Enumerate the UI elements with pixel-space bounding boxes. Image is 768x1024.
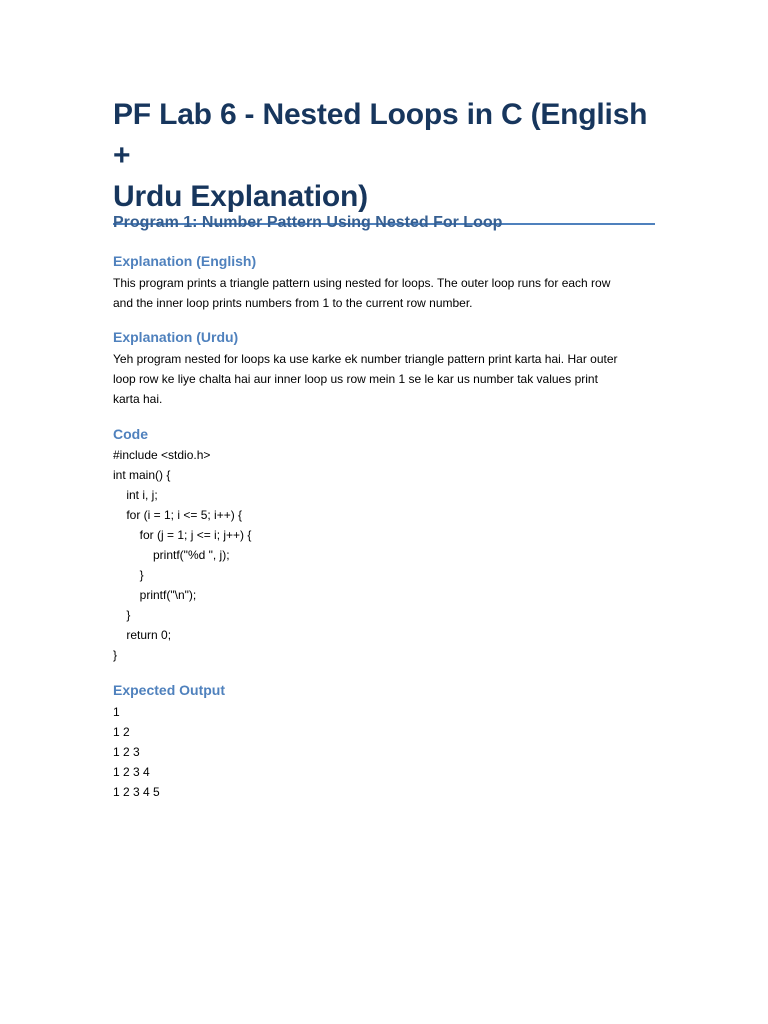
code-line: } — [113, 608, 131, 622]
program-1-heading: Program 1: Number Pattern Using Nested For Loop — [113, 214, 503, 231]
urdu-explanation-line: karta hai. — [113, 392, 163, 406]
code-line: for (j = 1; j <= i; j++) { — [113, 528, 252, 542]
code-line: #include <stdio.h> — [113, 448, 211, 462]
english-explanation-line: This program prints a triangle pattern using nested for loops. The outer loop runs for each row — [113, 276, 611, 290]
code-line: } — [113, 648, 118, 662]
document-title-line-1: PF Lab 6 - Nested Loops in C (English + — [113, 98, 648, 172]
output-line: 1 — [113, 705, 120, 719]
english-explanation-text — [113, 273, 653, 313]
code-line: } — [113, 568, 144, 582]
output-line: 1 2 3 — [113, 745, 140, 759]
urdu-explanation-heading: Explanation (Urdu) — [113, 329, 239, 345]
output-line: 1 2 3 4 5 — [113, 785, 160, 799]
output-line: 1 2 — [113, 725, 130, 739]
code-block — [113, 445, 251, 665]
code-line: return 0; — [113, 628, 172, 642]
expected-output-heading: Expected Output — [113, 682, 226, 698]
code-line: printf("%d ", j); — [113, 548, 230, 562]
code-line: int i, j; — [113, 488, 158, 502]
code-line: for (i = 1; i <= 5; i++) { — [113, 508, 243, 522]
document-title — [113, 94, 655, 217]
code-heading: Code — [113, 426, 148, 442]
urdu-explanation-line: Yeh program nested for loops ka use karke ek number triangle pattern print karta hai. Har outer — [113, 352, 618, 366]
document-title-line-2: Urdu Explanation) — [113, 180, 368, 213]
urdu-explanation-line: loop row ke liye chalta hai aur inner loop us row mein 1 se le kar us number tak values print — [113, 372, 598, 386]
code-line: int main() { — [113, 468, 171, 482]
english-explanation-line: and the inner loop prints numbers from 1 to the current row number. — [113, 296, 473, 310]
output-line: 1 2 3 4 — [113, 765, 150, 779]
urdu-explanation-text — [113, 349, 653, 409]
expected-output-block — [113, 702, 160, 802]
document-page — [113, 94, 655, 799]
english-explanation-heading: Explanation (English) — [113, 253, 257, 269]
code-line: printf("\n"); — [113, 588, 197, 602]
